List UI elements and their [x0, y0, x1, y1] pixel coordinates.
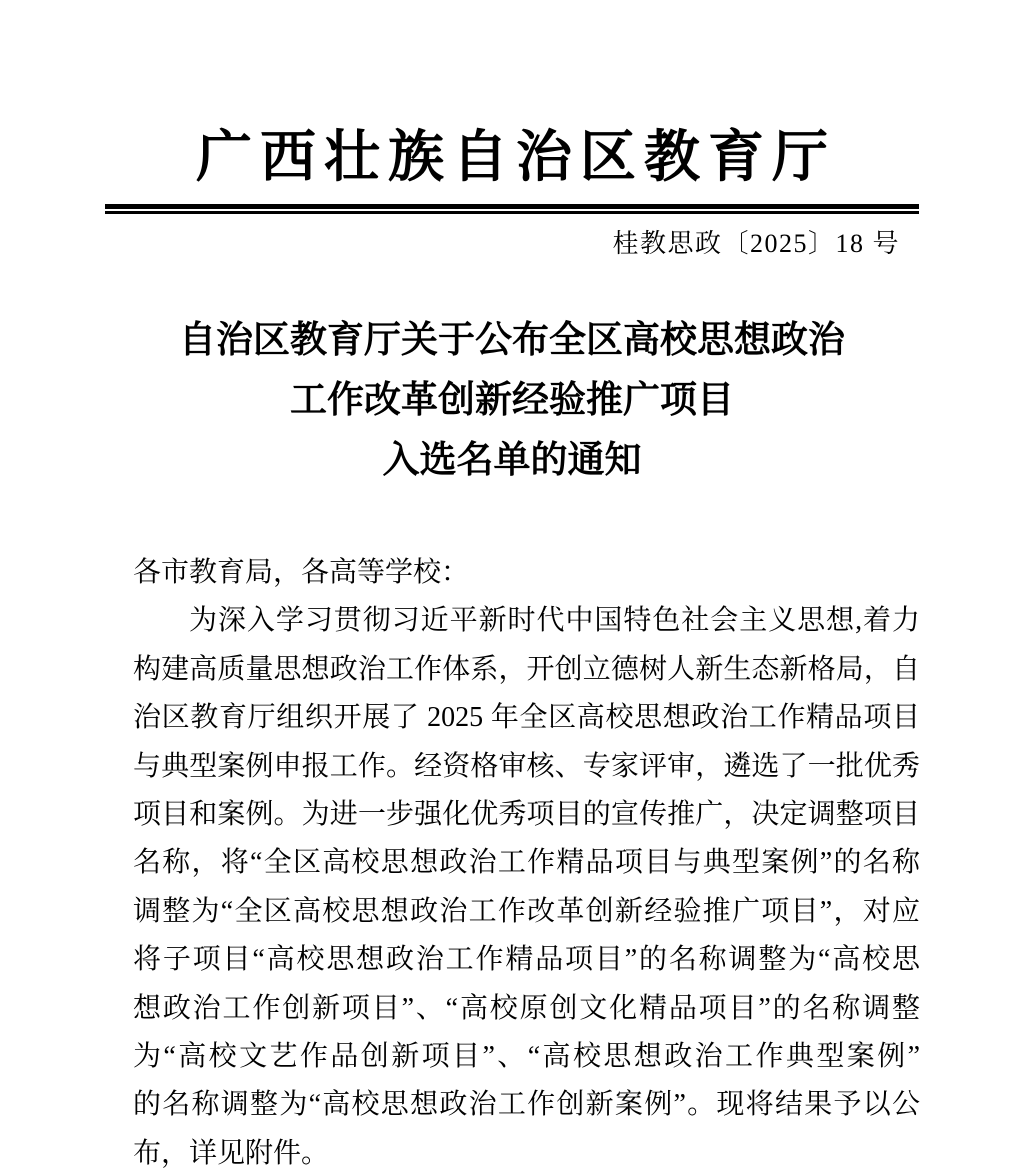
salutation-line: 各市教育局，各高等学校： — [133, 557, 470, 588]
document-reference-number: 桂教思政〔2025〕18 号 — [612, 229, 900, 258]
document-title-line-3: 入选名单的通知 — [382, 440, 642, 481]
document-title-line-2: 工作改革创新经验推广项目 — [290, 380, 734, 421]
body-line: 项目和案例。为进一步强化优秀项目的宣传推广，决定调整项目 — [133, 799, 920, 831]
document-title — [0, 311, 1024, 491]
body-line: 为深入学习贯彻习近平新时代中国特色社会主义思想,着力 — [189, 605, 920, 637]
document-body — [133, 549, 920, 1174]
body-line: 与典型案例申报工作。经资格审核、专家评审，遴选了一批优秀 — [133, 750, 920, 782]
body-line: 调整为“全区高校思想政治工作改革创新经验推广项目”，对应 — [133, 895, 920, 927]
issuing-authority-name: 广西壮族自治区教育厅 — [196, 127, 836, 189]
body-line: 布，详见附件。 — [133, 1137, 330, 1169]
body-line: 想政治工作创新项目”、“高校原创文化精品项目”的名称调整 — [133, 992, 920, 1024]
body-line: 为“高校文艺作品创新项目”、“高校思想政治工作典型案例” — [133, 1041, 920, 1073]
body-line: 治区教育厅组织开展了 2025 年全区高校思想政治工作精品项目 — [133, 702, 920, 734]
document-title-line-1: 自治区教育厅关于公布全区高校思想政治 — [179, 320, 845, 361]
body-line: 构建高质量思想政治工作体系，开创立德树人新生态新格局，自 — [133, 653, 920, 685]
body-line: 将子项目“高校思想政治工作精品项目”的名称调整为“高校思 — [133, 944, 920, 976]
body-line: 名称，将“全区高校思想政治工作精品项目与典型案例”的名称 — [133, 847, 920, 879]
body-line: 的名称调整为“高校思想政治工作创新案例”。现将结果予以公 — [133, 1089, 920, 1121]
header-separator-rule — [105, 204, 919, 214]
